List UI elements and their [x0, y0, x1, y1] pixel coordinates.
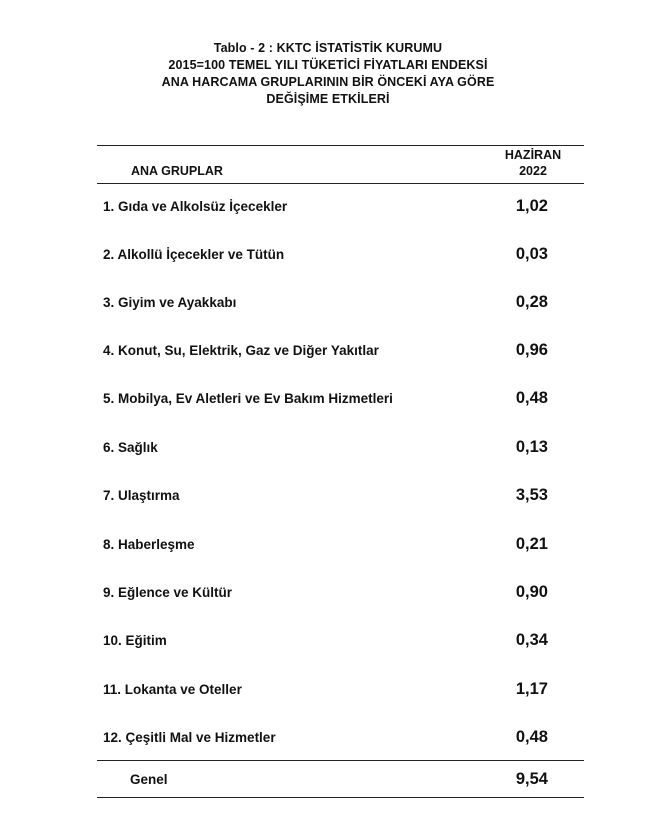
table-row [97, 630, 584, 654]
total-rule [97, 760, 584, 761]
table-row [97, 485, 584, 509]
row-label: 6. Sağlık [103, 440, 158, 455]
table-row [97, 437, 584, 461]
table-row [97, 582, 584, 606]
table-title [0, 40, 656, 108]
row-value: 0,13 [515, 438, 548, 456]
total-value: 9,54 [515, 770, 548, 788]
table-row [97, 340, 584, 364]
row-label: 1. Gıda ve Alkolsüz İçecekler [103, 199, 288, 214]
row-label: 11. Lokanta ve Oteller [103, 682, 242, 697]
row-label: 7. Ulaştırma [103, 488, 180, 503]
row-label: 4. Konut, Su, Elektrik, Gaz ve Diğer Yakıtlar [103, 343, 379, 358]
title-line-2: 2015=100 TEMEL YILI TÜKETİCİ FİYATLARI ENDEKSİ [168, 58, 488, 72]
row-value: 0,28 [515, 293, 548, 311]
column-header-year: 2022 [519, 164, 547, 178]
title-line-1: Tablo - 2 : KKTC İSTATİSTİK KURUMU [213, 41, 443, 55]
bottom-rule [97, 797, 584, 798]
row-value: 0,34 [515, 631, 548, 649]
title-line-3: ANA HARCAMA GRUPLARININ BİR ÖNCEKİ AYA GÖRE [161, 75, 495, 89]
column-header-month: HAZİRAN [504, 148, 562, 162]
row-value: 1,17 [515, 680, 548, 698]
table-row [97, 292, 584, 316]
column-header-groups: ANA GRUPLAR [131, 164, 223, 178]
row-label: 5. Mobilya, Ev Aletleri ve Ev Bakım Hizmetleri [103, 391, 393, 406]
row-label: 12. Çeşitli Mal ve Hizmetler [103, 730, 276, 745]
row-value: 0,21 [515, 535, 548, 553]
row-value: 0,03 [515, 245, 548, 263]
row-label: 9. Eğlence ve Kültür [103, 585, 233, 600]
row-label: 2. Alkollü İçecekler ve Tütün [103, 247, 285, 262]
row-value: 1,02 [515, 197, 548, 215]
table-row [97, 388, 584, 412]
table-row [97, 679, 584, 703]
row-value: 0,90 [515, 583, 548, 601]
row-label: 8. Haberleşme [103, 537, 195, 552]
row-label: 10. Eğitim [103, 633, 167, 648]
row-value: 0,48 [515, 728, 548, 746]
total-row [97, 769, 584, 793]
table-row [97, 534, 584, 558]
table-row [97, 196, 584, 220]
column-header-period [488, 147, 578, 179]
total-label: Genel [130, 772, 168, 787]
table-row [97, 244, 584, 268]
title-line-4: DEĞİŞİME ETKİLERİ [266, 92, 390, 106]
header-rule [97, 183, 584, 184]
row-label: 3. Giyim ve Ayakkabı [103, 295, 237, 310]
row-value: 3,53 [515, 486, 548, 504]
row-value: 0,96 [515, 341, 548, 359]
table-row [97, 727, 584, 751]
row-value: 0,48 [515, 389, 548, 407]
top-rule [97, 145, 584, 146]
